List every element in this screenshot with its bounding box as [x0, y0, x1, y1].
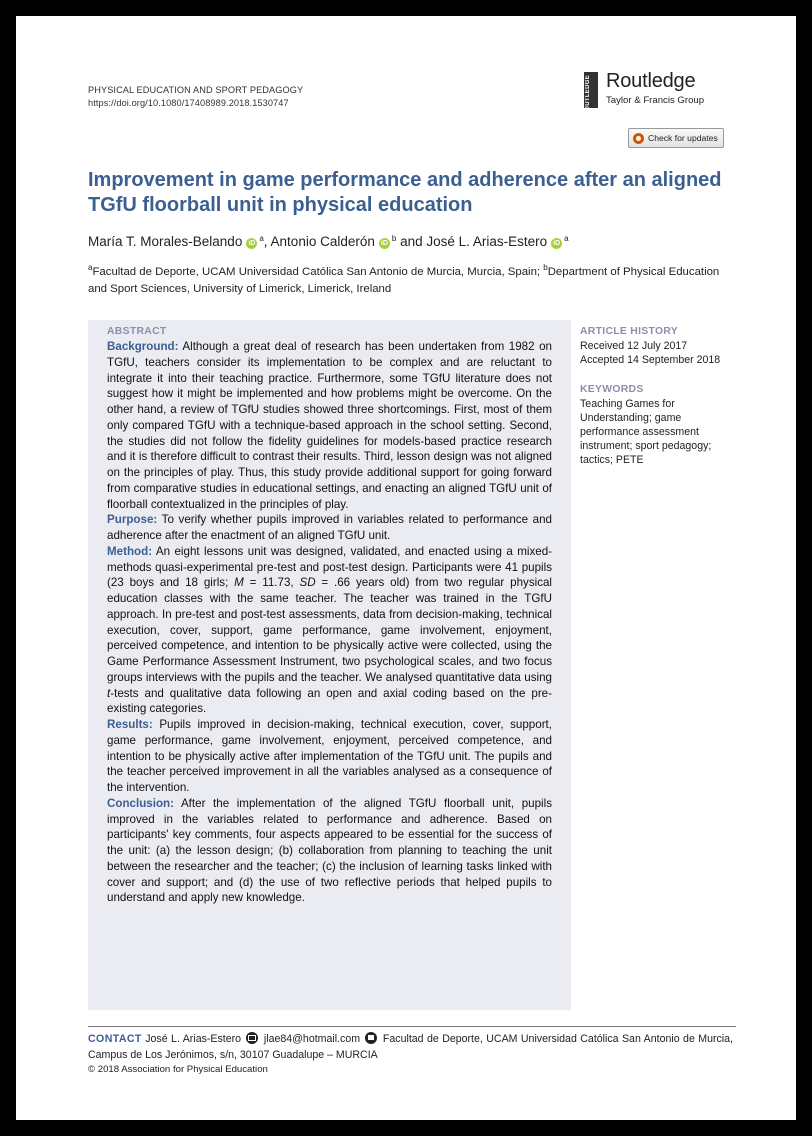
orcid-icon[interactable]: iD — [553, 240, 561, 247]
contact-info — [88, 1032, 733, 1063]
address-icon — [365, 1032, 377, 1044]
section-label: Background: — [107, 340, 179, 353]
publisher-group: Taylor & Francis Group — [606, 95, 705, 106]
section-text: = 11.73, — [243, 576, 300, 590]
accepted-date: Accepted 14 September 2018 — [580, 354, 721, 366]
author-affiliation-sup: a — [259, 234, 264, 243]
affiliation-a: Facultad de Deporte, UCAM Universidad Católica San Antonio de Murcia, Murcia, Spain; — [92, 266, 544, 278]
article-sidebar — [580, 325, 740, 467]
author-affiliation-sup: b — [391, 234, 397, 243]
journal-doi[interactable]: https://doi.org/10.1080/17408989.2018.1530747 — [88, 98, 289, 108]
author-list — [88, 230, 569, 251]
author-separator: , — [263, 234, 271, 249]
section-label: Conclusion: — [107, 796, 174, 810]
contact-email[interactable]: jlae84@hotmail.com — [260, 1033, 364, 1045]
affiliation-sup: a — [88, 263, 93, 272]
footer-divider — [88, 1026, 736, 1027]
contact-address: Facultad de Deporte, UCAM Universidad Católica San Antonio de Murcia, Campus de Los Jerónimos, s/n, 30107 Guadalupe – MURCIA — [88, 1033, 733, 1061]
journal-header — [88, 84, 303, 110]
received-date: Received 12 July 2017 — [580, 340, 688, 352]
article-history-heading: ARTICLE HISTORY — [580, 326, 679, 337]
section-text: -tests and qualitative data following an open and axial coding based on the pre-existing categories. — [107, 686, 552, 716]
contact-label: CONTACT — [88, 1033, 142, 1045]
keywords-text: Teaching Games for Understanding; game performance assessment instrument; sport pedagogy; tactics; PETE — [580, 398, 712, 466]
affiliations — [88, 260, 728, 297]
abstract-method-section — [107, 544, 552, 717]
abstract-conclusion-section — [107, 796, 552, 906]
stat-symbol: M — [234, 576, 244, 590]
keywords-heading: KEYWORDS — [580, 384, 644, 395]
orcid-icon[interactable]: iD — [248, 240, 256, 247]
abstract-heading: ABSTRACT — [107, 326, 167, 337]
author-affiliation-sup: a — [564, 234, 569, 243]
copyright: © 2018 Association for Physical Education — [88, 1064, 268, 1075]
stat-symbol: SD — [299, 576, 316, 590]
section-text: Although a great deal of research has been undertaken from 1982 on TGfU, teachers consider its implementation to be complex and are reluctant to integrate it into their teaching practice. Furthermore, some TGfU literature does not suggest how it might be implemented and how problems might be overcome. On the other hand, a review of TGfU studies showed three shortcomings. First, most of them only compared TGfU with a technique-based approach in the school setting. Second, the studies did not follow the fidelity guidelines for models-based practice research and it is therefore difficult to contrast their results. Third, lesson design was not aligned on the principles of play. Thus, this study provide additional support for going forward from comparative studies in educational settings, and enacting an aligned TGfU unit of floorball contextualized in the principles of play. — [107, 340, 552, 511]
section-label: Results: — [107, 718, 153, 731]
section-text: An eight lessons unit was designed, validated, and enacted using a mixed-methods quasi-experimental pre-test and post-test design. Participants were 41 pupils (23 boys and 18 girls; — [107, 544, 552, 590]
author-name: Antonio Calderón — [270, 234, 375, 249]
contact-name: José L. Arias-Estero — [141, 1033, 245, 1045]
section-text: After the implementation of the aligned TGfU floorball unit, pupils improved in the variables related to performance and adherence. Based on participants' key comments, four aspects appeared to be essential for the success of the unit: (a) the lesson design; (b) collaboration from planning to teaching the unit between the researcher and the teacher; (c) the inclusion of learning tasks linked with cover and support; and (d) the use of two reflective periods that helped pupils to understand and apply new knowledge. — [107, 796, 552, 905]
section-label: Method: — [107, 544, 153, 558]
abstract — [107, 325, 552, 906]
section-text: To verify whether pupils improved in variables related to performance and adherence after the enactment of an aligned TGfU unit. — [107, 513, 552, 542]
section-text: = .66 years old) from two regular physical education classes with the same teacher. The teacher was trained in the TGfU approach. In pre-test and post-test assessments, data from decision-making, technical execution, cover, support, game performance, game involvement, enjoyment, perceived competence, and intention to be physically active were collected, using the Game Performance Assessment Instrument, two psychological scales, and two focus groups interviews with the pupils and the teacher. We analysed quantitative data using — [107, 576, 553, 684]
crossmark-icon — [633, 133, 644, 144]
author-name: José L. Arias-Estero — [426, 234, 548, 249]
affiliation-b: Department of Physical Education and Sport Sciences, University of Limerick, Limerick, Ireland — [88, 266, 720, 295]
journal-name: PHYSICAL EDUCATION AND SPORT PEDAGOGY — [88, 85, 304, 95]
section-text: Pupils improved in decision-making, technical execution, cover, support, game performance, game involvement, enjoyment, perceived competence, and intention to be physically active after implementation of the TGfU unit. The pupils and the teacher perceived improvement in all the variables analysed as a consequence of the intervention. — [107, 718, 552, 794]
author-and: and — [396, 234, 427, 249]
abstract-purpose-section — [107, 512, 552, 544]
abstract-results-section — [107, 717, 552, 796]
article-title: Improvement in game performance and adherence after an aligned TGfU floorball unit in physical education — [88, 169, 722, 216]
abstract-background-section — [107, 339, 552, 512]
paper-page — [16, 16, 796, 1120]
publisher-mark-text: ROUTLEDGE — [585, 75, 591, 116]
publisher-name: Routledge — [606, 70, 696, 92]
stat-symbol: t — [107, 686, 111, 700]
section-label: Purpose: — [107, 513, 158, 527]
affiliation-sup: b — [543, 263, 548, 272]
routledge-mark-icon — [584, 72, 598, 116]
check-for-updates-label: Check for updates — [648, 133, 718, 143]
email-icon — [246, 1032, 258, 1044]
orcid-icon[interactable]: iD — [380, 240, 388, 247]
check-for-updates-button[interactable] — [628, 128, 724, 148]
author-name: María T. Morales-Belando — [88, 234, 243, 249]
